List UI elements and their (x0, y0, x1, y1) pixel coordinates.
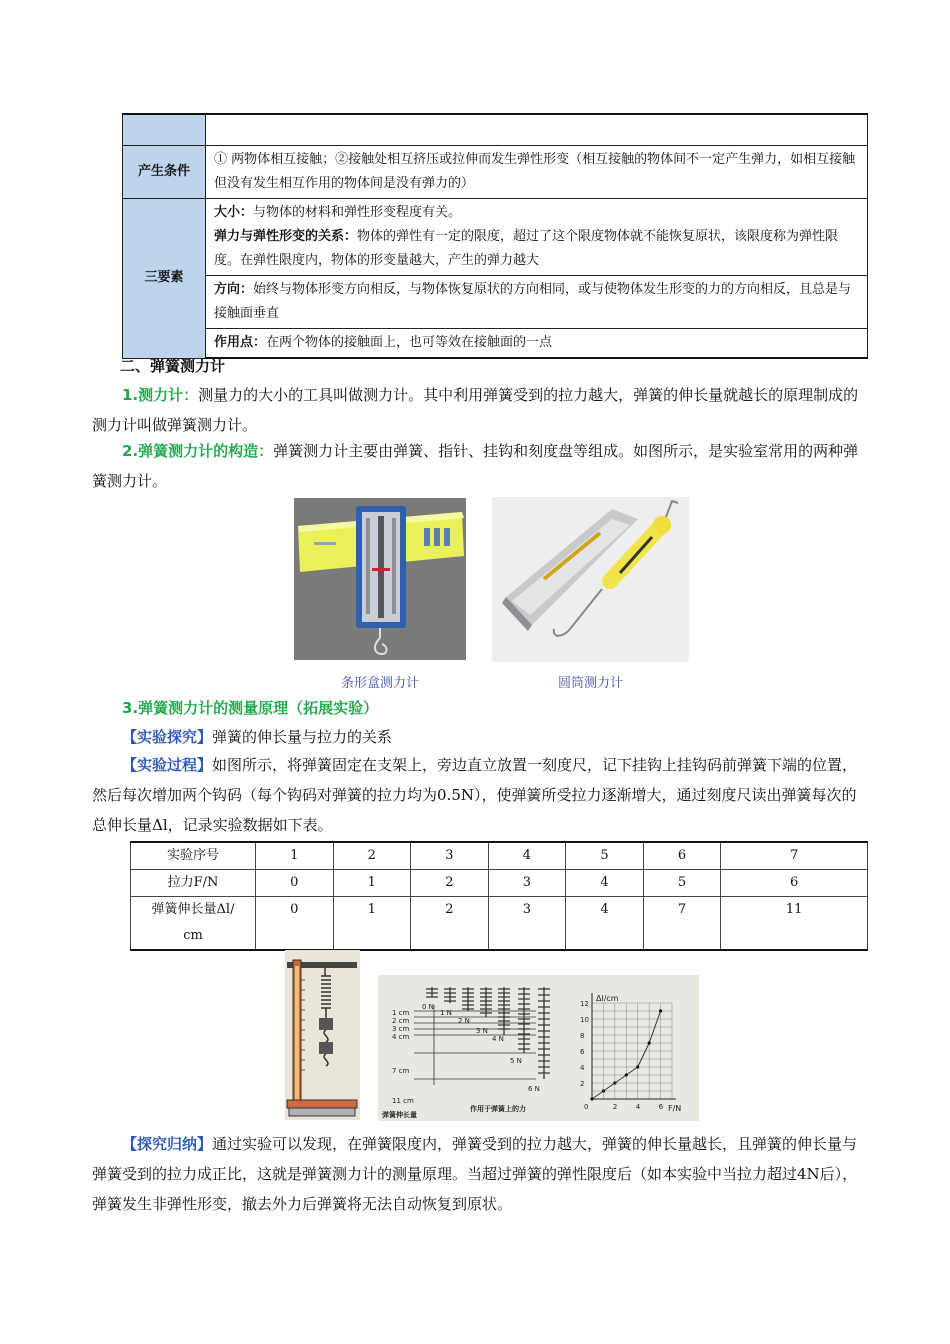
data-point (659, 1009, 662, 1012)
x-tick-label: 4 (635, 1103, 641, 1111)
caption-cylinder-meter: 圆筒测力计 (557, 676, 623, 691)
size-key: 大小： (214, 205, 254, 220)
x-axis-label: F/N (668, 1104, 682, 1113)
p1-text: 测量力的大小的工具叫做测力计。其中利用弹簧受到的拉力越大，弹簧的伸长量就越长的原理制成的测力计叫做弹簧测力计。 (92, 386, 859, 434)
size-text: 与物体的材料和弹性形变程度有关。 (253, 205, 462, 220)
force-label: 3 N (476, 1027, 488, 1035)
ruler-label: 7 cm (392, 1067, 410, 1075)
condition-text: ① 两物体相互接触；②接触处相互挤压或拉伸而发生弹性形变（相互接触的物体间不一定产生弹力，如相互接触但没有发生相互作用的物体间是没有弹力的） (206, 146, 868, 199)
process-key: 【实验过程】 (122, 756, 213, 774)
direction-key: 方向： (214, 282, 254, 297)
force-label: 2 N (458, 1017, 470, 1025)
point-key: 作用点： (214, 335, 267, 350)
size-relation-cell (206, 199, 868, 276)
y-tick-label: 6 (580, 1048, 585, 1056)
table-cell: 6 (721, 870, 868, 897)
properties-table (122, 113, 868, 359)
cylinder-force-meter-image (492, 497, 689, 662)
y-tick-label: 8 (580, 1032, 585, 1040)
caption-box-meter: 条形盒测力计 (340, 676, 419, 691)
direction-cell (206, 276, 868, 329)
force-caption: 作用于弹簧上的力 (470, 1105, 526, 1113)
table-cell: 1 (333, 897, 411, 951)
principle-heading (122, 694, 378, 722)
table-cell: 4 (566, 870, 644, 897)
summary-text: 通过实验可以发现，在弹簧限度内，弹簧受到的拉力越大，弹簧的伸长量越长，且弹簧的伸长量与弹簧受到的拉力成正比，这就是弹簧测力计的测量原理。当超过弹簧的弹性限度后（如本实验中当拉力超过4N后），弹簧发生非弹性形变，撤去外力后弹簧将无法自动恢复到原状。 (92, 1135, 858, 1213)
direction-text: 始终与物体形变方向相反，与物体恢复原状的方向相同，或与使物体发生形变的力的方向相反，且总是与接触面垂直 (214, 282, 852, 321)
empty-cell (206, 114, 868, 146)
data-point (590, 1097, 593, 1100)
x-tick-label: 6 (658, 1103, 664, 1111)
table-cell: 1 (333, 870, 411, 897)
table-cell: 0 (256, 870, 334, 897)
force-label: 1 N (440, 1009, 452, 1017)
table-row (123, 146, 868, 199)
row-label-extension (131, 897, 256, 951)
table-cell: 3 (411, 842, 489, 870)
summary-key: 【探究归纳】 (122, 1135, 213, 1153)
table-cell: 2 (411, 897, 489, 951)
cylinder-force-meter-photo (492, 497, 689, 662)
explore-text: 弹簧的伸长量与拉力的关系 (212, 728, 393, 746)
table-cell: 4 (566, 897, 644, 951)
ruler-label: 4 cm (392, 1033, 410, 1041)
paragraph-construction (92, 436, 862, 496)
data-point (613, 1081, 616, 1084)
data-point (625, 1073, 628, 1076)
spring-stand-image (285, 950, 360, 1120)
x-tick-label: 2 (612, 1103, 618, 1111)
table-cell: 2 (411, 870, 489, 897)
section-heading: 二、弹簧测力计 (120, 357, 226, 375)
y-tick-label: 12 (580, 1000, 589, 1008)
ruler-label: 3 cm (392, 1025, 410, 1033)
table-row (123, 199, 868, 276)
ruler-label: 1 cm (392, 1009, 410, 1017)
force-label: 6 N (528, 1085, 540, 1093)
y-axis-label: Δl/cm (596, 994, 619, 1003)
table-row (123, 329, 868, 359)
paragraph-explore (92, 722, 862, 752)
p1-key: 1.测力计： (122, 386, 199, 404)
p3-heading: 3.弹簧测力计的测量原理（拓展实验） (122, 699, 379, 717)
table-cell: 6 (643, 842, 721, 870)
table-cell: 1 (256, 842, 334, 870)
force-label: 4 N (492, 1035, 504, 1043)
row-label-force: 拉力F/N (131, 870, 256, 897)
table-cell: 5 (643, 870, 721, 897)
paragraph-summary (92, 1129, 862, 1219)
force-label: 5 N (510, 1057, 522, 1065)
elements-label: 三要素 (123, 199, 206, 359)
force-label: 0 N (422, 1003, 434, 1011)
row-label-seq: 实验序号 (131, 842, 256, 870)
data-point (636, 1065, 639, 1068)
table-cell: 11 (721, 897, 868, 951)
table-row (131, 870, 868, 897)
table-row (123, 276, 868, 329)
ruler-label: 2 cm (392, 1017, 410, 1025)
extension-caption: 弹簧伸长量 (382, 1111, 417, 1119)
table-row (131, 842, 868, 870)
origin-label: 0 (584, 1103, 589, 1111)
ruler-label: 11 cm (392, 1097, 414, 1105)
relation-key: 弹力与弹性形变的关系： (214, 229, 358, 244)
table-row (123, 114, 868, 146)
explore-key: 【实验探究】 (122, 728, 213, 746)
table-row (131, 897, 868, 951)
box-force-meter-image (294, 498, 466, 660)
extension-label-b: cm (183, 928, 203, 943)
p2-text: 弹簧测力计主要由弹簧、指针、挂钩和刻度盘等组成。如图所示，是实验室常用的两种弹簧测力计。 (92, 442, 859, 490)
table-cell: 3 (488, 870, 566, 897)
table-cell: 7 (721, 842, 868, 870)
data-table (130, 841, 868, 951)
empty-label-cell (123, 114, 206, 146)
data-point (602, 1089, 605, 1092)
y-tick-label: 2 (580, 1080, 585, 1088)
spring-extension-figure (378, 975, 699, 1121)
table-cell: 5 (566, 842, 644, 870)
process-text: 如图所示，将弹簧固定在支架上，旁边直立放置一刻度尺，记下挂钩上挂钩码前弹簧下端的位置，然后每次增加两个钩码（每个钩码对弹簧的拉力均为0.5N），使弹簧所受拉力逐渐增大，通过刻度尺读出弹簧每次的总伸长量Δl，记录实验数据如下表。 (92, 756, 858, 834)
table-cell: 2 (333, 842, 411, 870)
table-cell: 4 (488, 842, 566, 870)
relation-text: 物体的弹性有一定的限度，超过了这个限度物体就不能恢复原状，该限度称为弹性限度。在弹性限度内，物体的形变量越大，产生的弹力越大 (214, 229, 839, 268)
table-cell: 0 (256, 897, 334, 951)
paragraph-force-meter (92, 380, 862, 440)
extension-label-a: 弹簧伸长量Δl/ (151, 902, 235, 917)
y-tick-label: 4 (580, 1064, 585, 1072)
table-cell: 7 (643, 897, 721, 951)
y-tick-label: 10 (580, 1016, 589, 1024)
paragraph-process (92, 750, 862, 840)
point-text: 在两个物体的接触面上，也可等效在接触面的一点 (266, 335, 553, 350)
box-force-meter-photo (294, 498, 466, 660)
point-cell (206, 329, 868, 359)
extension-force-graph (578, 975, 690, 1117)
condition-label: 产生条件 (123, 146, 206, 199)
spring-stand-figure (285, 950, 360, 1120)
p2-key: 2.弹簧测力计的构造： (122, 442, 274, 460)
table-cell: 3 (488, 897, 566, 951)
data-point (648, 1041, 651, 1044)
